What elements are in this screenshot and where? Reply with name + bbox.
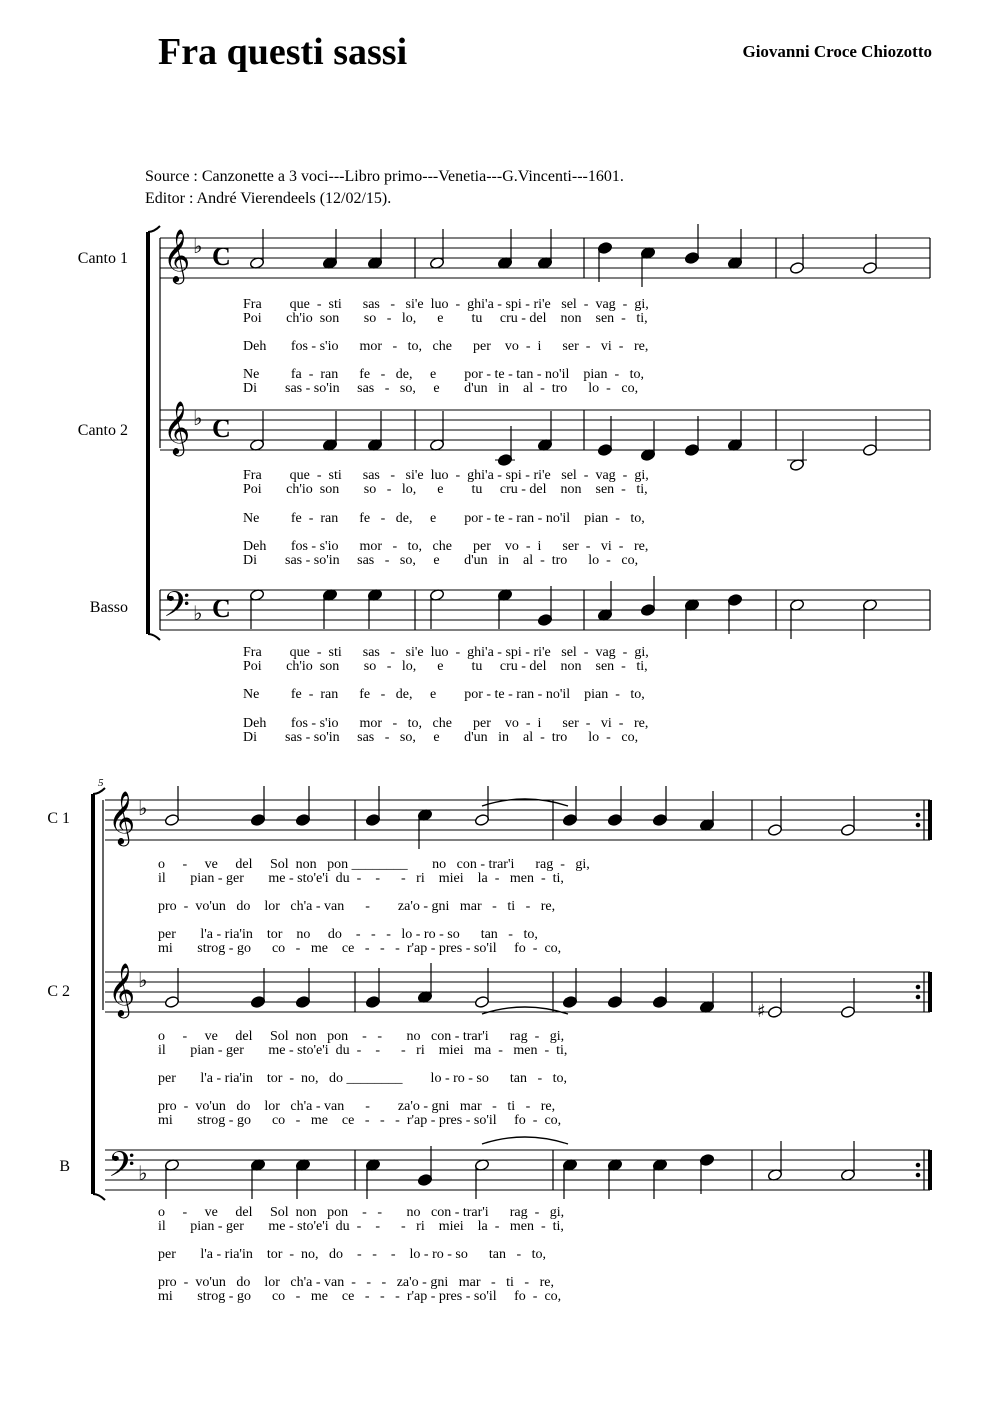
note-head xyxy=(789,261,804,274)
system-bracket xyxy=(148,226,160,232)
repeat-dot xyxy=(916,1173,920,1177)
time-signature: C xyxy=(212,414,231,443)
lyric-line: Deh fos - s'io mor - to, che per vo - i ser - vi - re, xyxy=(243,716,649,731)
sharp-sign: ♯ xyxy=(757,1001,766,1022)
note-head xyxy=(607,813,622,826)
treble-clef: 𝄞 xyxy=(163,400,191,454)
note-head xyxy=(474,995,489,1008)
note-head xyxy=(727,593,742,606)
flat-sign: ♭ xyxy=(138,796,148,820)
note-head xyxy=(365,813,380,826)
voice-label-canto2: Canto 2 xyxy=(77,422,128,439)
time-signature: C xyxy=(212,242,231,271)
measure-number: 5 xyxy=(98,777,104,789)
voice-label-c2: C 2 xyxy=(47,983,70,1000)
voice-label-basso: Basso xyxy=(89,599,128,616)
repeat-dot xyxy=(916,995,920,999)
lyric-line: pro - vo'un do lor ch'a - van - - - za'o - gni mar - ti - re, xyxy=(158,1275,554,1290)
note-head xyxy=(250,995,265,1008)
voice-label-c1: C 1 xyxy=(47,810,70,827)
tie xyxy=(482,1137,568,1144)
lyric-line: pro - vo'un do lor ch'a - van - za'o - gni mar - ti - re, xyxy=(158,1099,556,1114)
note-head xyxy=(767,823,782,836)
tie xyxy=(482,1007,568,1014)
lyric-line: Fra que - sti sas - si'e luo - ghi'a - spi - ri'e sel - vag - gi, xyxy=(243,468,649,483)
lyric-line: Di sas - so'in sas - so, e d'un in al - tro lo - co, xyxy=(243,553,639,568)
system-bracket xyxy=(93,1194,105,1200)
note-head xyxy=(862,261,877,274)
lyric-line: mi strog - go co - me ce - - - r'ap - pres - so'il fo - co, xyxy=(158,941,562,956)
note-head xyxy=(474,813,489,826)
source-line: Source : Canzonette a 3 voci---Libro primo---Venetia---G.Vincenti---1601. xyxy=(145,168,624,185)
note-head xyxy=(607,995,622,1008)
bass-clef: 𝄢 xyxy=(108,1144,136,1193)
note-head xyxy=(250,813,265,826)
lyric-line: per l'a - ria'in tor no do - - - lo - ro - so tan - to, xyxy=(158,927,538,942)
flat-sign: ♭ xyxy=(138,1161,148,1185)
lyric-line: Poi ch'io son so - lo, e tu cru - del non sen - ti, xyxy=(243,482,648,497)
lyric-line: Fra que - sti sas - si'e luo - ghi'a - spi - ri'e sel - vag - gi, xyxy=(243,645,649,660)
lyric-line: Di sas - so'in sas - so, e d'un in al - tro lo - co, xyxy=(243,381,639,396)
lyric-line: Ne fe - ran fe - de, e por - te - ran - no'il pian - to, xyxy=(243,511,645,526)
note-head xyxy=(537,613,552,626)
note-head xyxy=(295,995,310,1008)
note-head xyxy=(562,995,577,1008)
note-head xyxy=(767,1005,782,1018)
treble-clef: 𝄞 xyxy=(108,790,136,844)
lyric-line: Poi ch'io son so - lo, e tu cru - del non sen - ti, xyxy=(243,311,648,326)
lyric-line: Fra que - sti sas - si'e luo - ghi'a - spi - ri'e sel - vag - gi, xyxy=(243,297,649,312)
repeat-dot xyxy=(916,823,920,827)
bass-clef: 𝄢 xyxy=(163,584,191,633)
lyric-line: Poi ch'io son so - lo, e tu cru - del non sen - ti, xyxy=(243,659,648,674)
flat-sign: ♭ xyxy=(193,406,203,430)
piece-title: Fra questi sassi xyxy=(158,31,408,73)
lyric-line: il pian - ger me - sto'e'i du - - - ri miei la - men - ti, xyxy=(158,871,564,886)
note-head xyxy=(684,443,699,456)
note-head xyxy=(365,995,380,1008)
note-head xyxy=(597,241,612,254)
note-head xyxy=(164,813,179,826)
note-head xyxy=(417,1173,432,1186)
lyric-line: il pian - ger me - sto'e'i du - - - ri miei ma - men - ti, xyxy=(158,1043,568,1058)
note-head xyxy=(164,995,179,1008)
note-head xyxy=(840,823,855,836)
lyric-line: mi strog - go co - me ce - - - r'ap - pres - so'il fo - co, xyxy=(158,1289,562,1304)
note-head xyxy=(562,813,577,826)
lyric-line: mi strog - go co - me ce - - - r'ap - pres - so'il fo - co, xyxy=(158,1113,562,1128)
note-head xyxy=(295,813,310,826)
treble-clef: 𝄞 xyxy=(163,228,191,282)
lyric-line: Deh fos - s'io mor - to, che per vo - i ser - vi - re, xyxy=(243,539,649,554)
composer-name: Giovanni Croce Chiozotto xyxy=(742,42,932,61)
note-head xyxy=(597,443,612,456)
editor-line: Editor : André Vierendeels (12/02/15). xyxy=(145,190,392,207)
system-bracket xyxy=(148,634,160,640)
lyric-line: o - ve del Sol non pon - - no con - trar'i rag - gi, xyxy=(158,1029,565,1044)
lyric-line: o - ve del Sol non pon ________ no con - trar'i rag - gi, xyxy=(158,857,590,872)
lyric-line: Ne fa - ran fe - de, e por - te - tan - no'il pian - to, xyxy=(243,367,645,382)
repeat-dot xyxy=(916,985,920,989)
note-head xyxy=(699,1153,714,1166)
flat-sign: ♭ xyxy=(193,234,203,258)
repeat-dot xyxy=(916,813,920,817)
note-head xyxy=(840,1005,855,1018)
treble-clef: 𝄞 xyxy=(108,962,136,1016)
note-head xyxy=(640,603,655,616)
note-head xyxy=(684,251,699,264)
lyric-line: Di sas - so'in sas - so, e d'un in al - tro lo - co, xyxy=(243,730,639,745)
lyric-line: il pian - ger me - sto'e'i du - - - ri miei la - men - ti, xyxy=(158,1219,564,1234)
flat-sign: ♭ xyxy=(138,968,148,992)
time-signature: C xyxy=(212,594,231,623)
lyric-line: per l'a - ria'in tor - no, do ________ lo - ro - so tan - to, xyxy=(158,1071,568,1086)
note-head xyxy=(862,443,877,456)
note-head xyxy=(652,995,667,1008)
note-head xyxy=(652,813,667,826)
lyric-line: Deh fos - s'io mor - to, che per vo - i ser - vi - re, xyxy=(243,339,649,354)
flat-sign: ♭ xyxy=(193,601,203,625)
lyric-line: per l'a - ria'in tor - no, do - - - lo - ro - so tan - to, xyxy=(158,1247,547,1262)
lyric-line: pro - vo'un do lor ch'a - van - za'o - gni mar - ti - re, xyxy=(158,899,556,914)
voice-label-b: B xyxy=(59,1158,70,1175)
lyric-line: o - ve del Sol non pon - - no con - trar'i rag - gi, xyxy=(158,1205,565,1220)
voice-label-canto1: Canto 1 xyxy=(77,250,128,267)
lyric-line: Ne fe - ran fe - de, e por - te - ran - no'il pian - to, xyxy=(243,687,645,702)
repeat-dot xyxy=(916,1163,920,1167)
